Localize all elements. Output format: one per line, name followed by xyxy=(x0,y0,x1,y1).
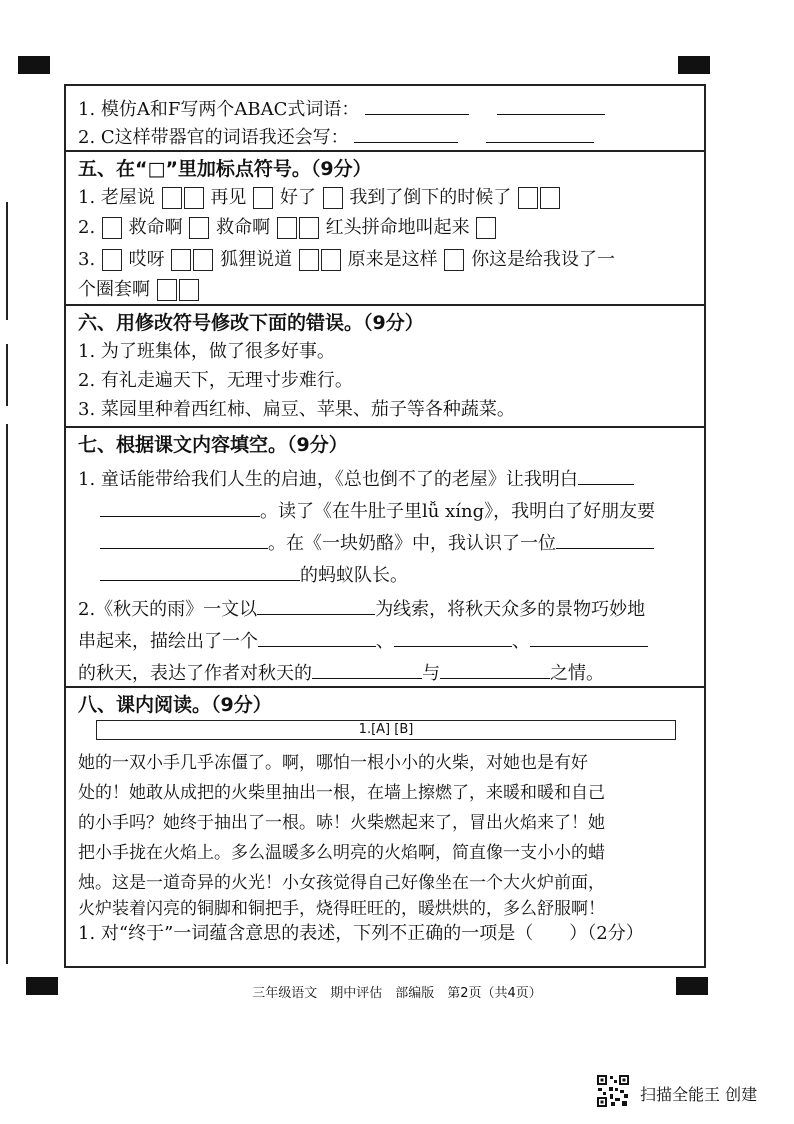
punctuation-box[interactable] xyxy=(184,187,204,209)
reading-question[interactable]: 1. 对“终于”一词蕴含意思的表述，下列不正确的一项是（ ）（2分） xyxy=(78,923,644,944)
question-text: 为线索，将秋天众多的景物巧妙地 xyxy=(375,599,646,620)
answer-blank[interactable] xyxy=(100,562,300,581)
sentence-fragment: 哎呀 xyxy=(128,249,165,270)
answer-blank[interactable] xyxy=(258,628,376,647)
word-practice-line-2 xyxy=(78,124,594,150)
exam-frame xyxy=(64,84,706,968)
section-word-practice xyxy=(66,86,704,152)
question-text: 2. C这样带器官的词语我还会写： xyxy=(78,127,349,148)
page-footer: 三年级语文 期中评估 部编版 第2页（共4页） xyxy=(252,986,542,1001)
registration-mark-top-right xyxy=(678,56,710,74)
answer-blank[interactable] xyxy=(486,124,594,143)
section-punctuation xyxy=(66,152,704,306)
answer-blank[interactable] xyxy=(497,96,605,115)
punctuation-box[interactable] xyxy=(193,249,213,271)
punctuation-box[interactable] xyxy=(540,187,560,209)
passage-line: 她的一双小手几乎冻僵了。啊，哪怕一根小小的火柴，对她也是有好 xyxy=(78,753,588,773)
punctuation-box[interactable] xyxy=(518,187,538,209)
question-text: 。读了《在牛肚子里lǚ xíng》，我明白了好朋友要 xyxy=(260,501,656,522)
registration-mark-top-left xyxy=(18,56,50,74)
correction-item[interactable]: 2. 有礼走遍天下，无理寸步难行。 xyxy=(78,370,353,391)
passage-line: 火炉装着闪亮的铜脚和铜把手，烧得旺旺的，暖烘烘的，多么舒服啊！ xyxy=(78,899,605,919)
section-title: 五、在“□”里加标点符号。（9分） xyxy=(78,158,372,180)
answer-blank[interactable] xyxy=(100,530,268,549)
answer-blank[interactable] xyxy=(312,660,422,679)
punctuation-box[interactable] xyxy=(157,279,177,301)
punctuation-box[interactable] xyxy=(253,187,273,209)
punctuation-line-2 xyxy=(78,216,497,240)
answer-blank[interactable] xyxy=(578,466,634,485)
punctuation-box[interactable] xyxy=(102,217,122,239)
question-text: 、 xyxy=(512,631,530,652)
punctuation-box[interactable] xyxy=(299,217,319,239)
sentence-fragment: 再见 xyxy=(210,187,247,208)
scanner-brand: 扫描全能王 创建 xyxy=(640,1085,758,1104)
question-text: 。在《一块奶酪》中，我认识了一位 xyxy=(268,533,556,554)
punctuation-line-1 xyxy=(78,186,561,210)
word-practice-line-1 xyxy=(78,96,605,122)
fill-line xyxy=(78,660,604,686)
passage-line: 烛。这是一道奇异的火光！小女孩觉得自己好像坐在一个大火炉前面， xyxy=(78,873,605,893)
punctuation-box[interactable] xyxy=(189,217,209,239)
answer-blank[interactable] xyxy=(530,628,648,647)
punctuation-box[interactable] xyxy=(323,187,343,209)
section-corrections xyxy=(66,306,704,428)
question-text: 之情。 xyxy=(550,663,604,684)
binding-line xyxy=(6,202,8,320)
sentence-fragment: 2. xyxy=(78,217,96,238)
sentence-fragment: 1. 老屋说 xyxy=(78,187,155,208)
question-text: 与 xyxy=(422,663,440,684)
punctuation-line-4 xyxy=(78,278,200,302)
sentence-fragment: 原来是这样 xyxy=(347,249,438,270)
answer-blank[interactable] xyxy=(365,96,469,115)
fill-line xyxy=(78,596,645,622)
fill-line xyxy=(78,628,648,654)
fill-line xyxy=(100,498,655,524)
punctuation-box[interactable] xyxy=(162,187,182,209)
punctuation-box[interactable] xyxy=(102,249,122,271)
correction-item[interactable]: 3. 菜园里种着西红柿、扁豆、苹果、茄子等各种蔬菜。 xyxy=(78,399,515,420)
qr-code-icon xyxy=(596,1074,630,1108)
answer-blank[interactable] xyxy=(257,596,375,615)
passage-title: 1.[A] [B] xyxy=(96,720,676,740)
punctuation-box[interactable] xyxy=(321,249,341,271)
sentence-fragment: 3. xyxy=(78,249,96,270)
punctuation-box[interactable] xyxy=(476,217,496,239)
punctuation-box[interactable] xyxy=(277,217,297,239)
question-text: 的蚂蚁队长。 xyxy=(300,565,408,586)
answer-blank[interactable] xyxy=(100,498,260,517)
passage-line: 的小手吗？她终于抽出了一根。哧！火柴燃起来了，冒出火焰来了！她 xyxy=(78,813,605,833)
question-text: 、 xyxy=(376,631,394,652)
question-text: 的秋天，表达了作者对秋天的 xyxy=(78,663,312,684)
sentence-fragment: 红头拼命地叫起来 xyxy=(325,217,470,238)
section-title: 六、用修改符号修改下面的错误。（9分） xyxy=(78,312,424,334)
question-text: 1. 童话能带给我们人生的启迪，《总也倒不了的老屋》让我明白 xyxy=(78,469,578,490)
correction-item[interactable]: 1. 为了班集体，做了很多好事。 xyxy=(78,341,335,362)
question-text: 2.《秋天的雨》一文以 xyxy=(78,599,258,620)
sentence-fragment: 你这是给我设了一 xyxy=(471,249,616,270)
sentence-fragment: 好了 xyxy=(279,187,316,208)
passage-line: 处的！她敢从成把的火柴里抽出一根，在墙上擦燃了，来暖和暖和自己 xyxy=(78,783,605,803)
punctuation-line-3 xyxy=(78,248,615,272)
fill-line xyxy=(100,530,654,556)
section-fill-in xyxy=(66,428,704,688)
punctuation-box[interactable] xyxy=(444,249,464,271)
section-reading xyxy=(66,688,704,968)
answer-blank[interactable] xyxy=(354,124,458,143)
fill-line xyxy=(78,466,634,492)
punctuation-box[interactable] xyxy=(179,279,199,301)
sentence-fragment: 救命啊 xyxy=(128,217,183,238)
punctuation-box[interactable] xyxy=(299,249,319,271)
question-text: 串起来，描绘出了一个 xyxy=(78,631,258,652)
section-title: 八、课内阅读。（9分） xyxy=(78,694,272,716)
passage-line: 把小手拢在火焰上。多么温暖多么明亮的火焰啊，简直像一支小小的蜡 xyxy=(78,843,605,863)
binding-line xyxy=(6,344,8,406)
answer-blank[interactable] xyxy=(556,530,654,549)
sentence-fragment: 救命啊 xyxy=(216,217,271,238)
sentence-fragment: 我到了倒下的时候了 xyxy=(349,187,512,208)
answer-blank[interactable] xyxy=(440,660,550,679)
answer-blank[interactable] xyxy=(394,628,512,647)
binding-line xyxy=(6,424,8,964)
punctuation-box[interactable] xyxy=(171,249,191,271)
sentence-fragment: 狐狸说道 xyxy=(220,249,293,270)
sentence-fragment: 个圈套啊 xyxy=(78,279,150,300)
fill-line xyxy=(100,562,408,588)
question-text: 1. 模仿A和F写两个ABAC式词语： xyxy=(78,99,360,120)
section-title: 七、根据课文内容填空。（9分） xyxy=(78,434,348,456)
